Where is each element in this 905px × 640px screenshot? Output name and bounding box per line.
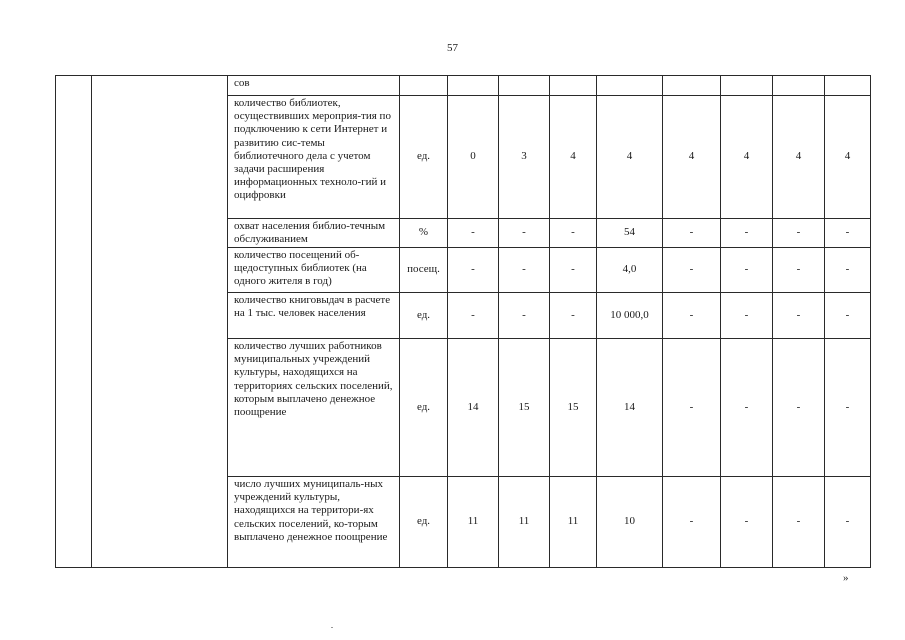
scan-artifact [331, 627, 333, 628]
program-name-cell [92, 76, 228, 568]
value-cell: 4 [550, 96, 597, 219]
indicator-cell: количество книговыдач в расчете на 1 тыс. человек населения [228, 293, 400, 339]
value-cell: - [550, 248, 597, 293]
value-cell: 0 [448, 96, 499, 219]
value-cell: 11 [448, 477, 499, 568]
value-cell: 11 [499, 477, 550, 568]
page-number: 57 [447, 42, 458, 54]
value-cell: - [663, 477, 721, 568]
value-cell: - [550, 293, 597, 339]
value-cell: - [721, 477, 773, 568]
table-row [56, 76, 871, 96]
unit-cell: посещ. [400, 248, 448, 293]
value-cell: 4 [825, 96, 871, 219]
value-cell: - [825, 477, 871, 568]
value-cell: 3 [499, 96, 550, 219]
value-cell [721, 76, 773, 96]
value-cell: - [721, 293, 773, 339]
value-cell: - [550, 219, 597, 248]
value-cell: - [663, 248, 721, 293]
value-cell: - [773, 293, 825, 339]
value-cell: 11 [550, 477, 597, 568]
value-cell: 4 [721, 96, 773, 219]
value-cell: 15 [550, 339, 597, 477]
indicators-table [55, 75, 871, 568]
value-cell: - [721, 248, 773, 293]
value-cell: - [663, 293, 721, 339]
value-cell: - [825, 219, 871, 248]
value-cell: - [499, 219, 550, 248]
value-cell [597, 76, 663, 96]
value-cell: - [499, 248, 550, 293]
value-cell: 14 [448, 339, 499, 477]
value-cell: - [773, 248, 825, 293]
indicator-cell: охват населения библио-течным обслуживанием [228, 219, 400, 248]
value-cell [499, 76, 550, 96]
indicator-cell: количество посещений об-щедоступных библиотек (на одного жителя в год) [228, 248, 400, 293]
value-cell [825, 76, 871, 96]
unit-cell: ед. [400, 339, 448, 477]
unit-cell: % [400, 219, 448, 248]
value-cell: 10 000,0 [597, 293, 663, 339]
indicator-cell: количество библиотек, осуществивших мероприя-тия по подключению к сети Интернет и развитию сис-темы библиотечного дела с учетом задачи расширения информационных техноло-гий и оцифровки [228, 96, 400, 219]
unit-cell [400, 76, 448, 96]
number-cell [56, 76, 92, 568]
value-cell: - [448, 248, 499, 293]
value-cell: - [448, 219, 499, 248]
value-cell: - [773, 477, 825, 568]
value-cell: - [773, 219, 825, 248]
value-cell: - [499, 293, 550, 339]
value-cell [448, 76, 499, 96]
value-cell: - [825, 248, 871, 293]
value-cell: - [773, 339, 825, 477]
value-cell: - [448, 293, 499, 339]
value-cell: - [825, 339, 871, 477]
value-cell: 15 [499, 339, 550, 477]
unit-cell: ед. [400, 293, 448, 339]
value-cell: 54 [597, 219, 663, 248]
value-cell: 4 [663, 96, 721, 219]
value-cell: 14 [597, 339, 663, 477]
value-cell: - [663, 219, 721, 248]
value-cell: - [663, 339, 721, 477]
value-cell [663, 76, 721, 96]
value-cell: 4,0 [597, 248, 663, 293]
value-cell: 4 [597, 96, 663, 219]
indicator-cell: количество лучших работников муниципальных учреждений культуры, находящихся на территориях сельских поселений, которым выплачено денежное поощрение [228, 339, 400, 477]
unit-cell: ед. [400, 477, 448, 568]
value-cell: - [721, 339, 773, 477]
indicator-cell: сов [228, 76, 400, 96]
value-cell [550, 76, 597, 96]
value-cell: - [825, 293, 871, 339]
value-cell [773, 76, 825, 96]
value-cell: - [721, 219, 773, 248]
closing-quote-mark: » [843, 572, 849, 584]
value-cell: 10 [597, 477, 663, 568]
indicator-cell: число лучших муниципаль-ных учреждений культуры, находящихся на территори-ях сельских поселений, ко-торым выплачено денежное поощрение [228, 477, 400, 568]
value-cell: 4 [773, 96, 825, 219]
unit-cell: ед. [400, 96, 448, 219]
